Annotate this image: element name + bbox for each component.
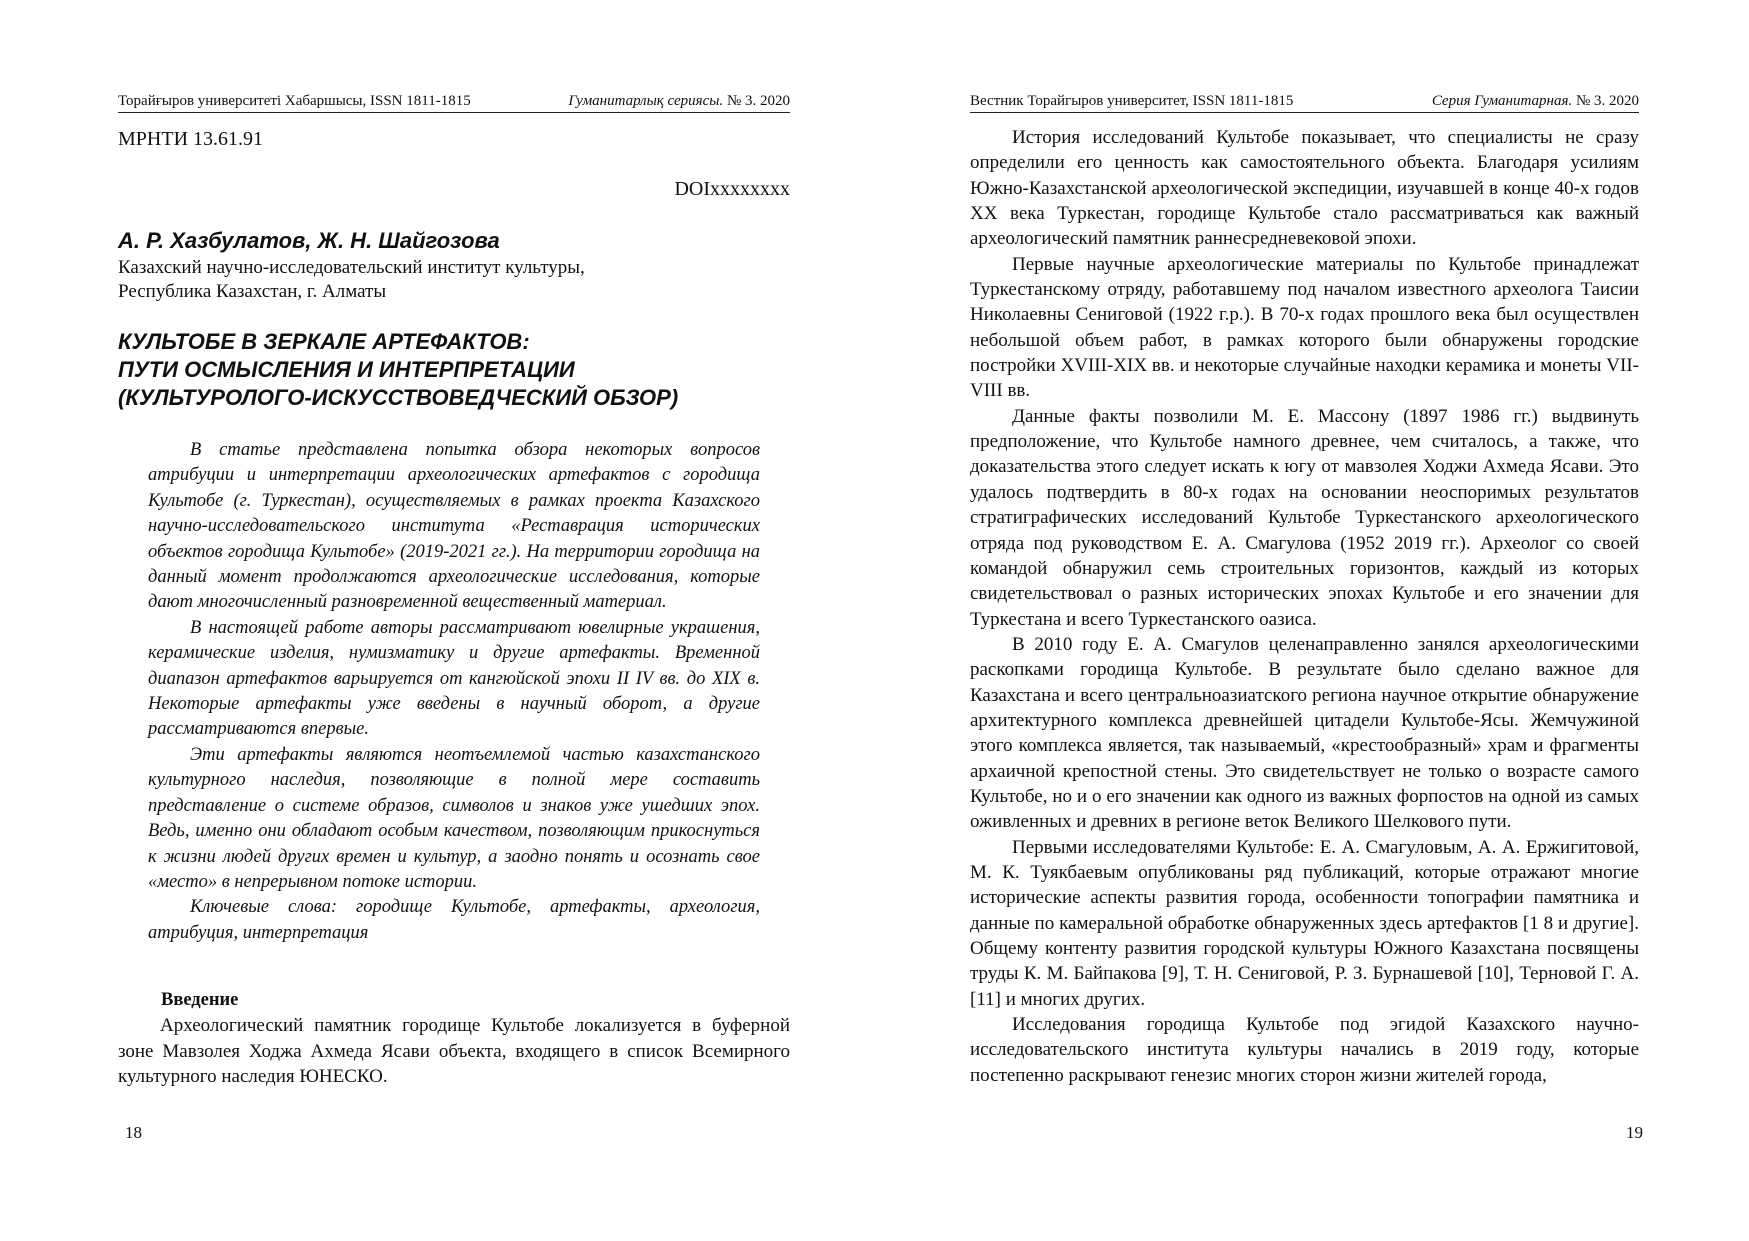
abstract	[148, 438, 760, 946]
right-page	[874, 0, 1749, 1241]
affiliation	[118, 256, 758, 304]
article-title	[118, 328, 790, 412]
body-paragraph: Данные факты позволили М. Е. Массону (1897 1986 гг.) выдвинуть предположение, что Культобе намного древнее, чем считалось, а также, что доказательства этого следует искать к югу от мавзолея Ходжи Ахмеда Ясави. Это удалось подтвердить в 80-х годах на основании неоспоримых результатов стратиграфических исследований Культобе Туркестанского археологического отряда под руководством Е. А. Смагулова (1952 2019 гг.). Археолог со своей командой обнаружил семь строительных горизонтов, каждый из которых свидетельствовал о разных исторических эпохах Культобе и его значении для Туркестана и всего Туркестанского оазиса.	[970, 405, 1639, 630]
title-line: ПУТИ ОСМЫСЛЕНИЯ И ИНТЕРПРЕТАЦИИ	[118, 357, 575, 382]
title-line: КУЛЬТОБЕ В ЗЕРКАЛЕ АРТЕФАКТОВ:	[118, 329, 530, 354]
abstract-paragraph: В статье представлена попытка обзора некоторых вопросов атрибуции и интерпретации археологических артефактов с городища Культобе (г. Туркестан), осуществляемых в рамках проекта Казахского научно-исследовательского института «Реставрация исторических объектов городища Культобе» (2019-2021 гг.). На территории городища на данный момент продолжаются археологические исследования, которые дают многочисленный разновременной вещественный материал.	[148, 440, 760, 613]
body-paragraph: История исследований Культобе показывает, что специалисты не сразу определили его ценность как самостоятельного объекта. Благодаря усилиям Южно-Казахстанской археологической экспедиции, изучавшей в конце 40-х годов XX века Туркестан, городище Культобе стало рассматриваться как важный археологический памятник раннесредневековой эпохи.	[970, 127, 1639, 250]
body-paragraph: Первые научные археологические материалы по Культобе принадлежат Туркестанскому отряду, работавшему под началом известного археолога Таисии Николаевны Сениговой (1922 г.р.). В 70-х годах прошлого века был осуществлен небольшой объем работ, в рамках которого были обнаружены городские постройки XVIII-XIX вв. и некоторые случайные находки керамика и монеты VII-VIII вв.	[970, 253, 1639, 402]
body-paragraph: В 2010 году Е. А. Смагулов целенаправленно занялся археологическими раскопками городища Культобе. В результате было сделано важное для Казахстана и всего центральноазиатского региона научное открытие обнаружение архитектурного комплекса древнейшей цитадели Культобе-Ясы. Жемчужиной этого комплекса является, так называемый, «крестообразный» храм и фрагменты архаичной крепостной стены. Это свидетельствует не только о возрасте самого Культобе, но и о его значении как одного из важных форпостов на одной из самых оживленных и древних в регионе веток Великого Шелкового пути.	[970, 633, 1639, 833]
running-head	[118, 92, 790, 113]
keywords: Ключевые слова: городище Культобе, артефакты, археология, атрибуция, интерпретация	[148, 897, 760, 943]
series-name: Серия Гуманитарная.	[1431, 93, 1573, 109]
page-number: 18	[125, 1123, 142, 1142]
abstract-paragraph: В настоящей работе авторы рассматривают ювелирные украшения, керамические изделия, нумизматику и другие артефакты. Временной диапазон артефактов варьируется от кангюйской эпохи II IV вв. до XIX в. Некоторые артефакты уже введены в научный оборот, а другие рассматриваются впервые.	[148, 617, 760, 740]
body-paragraph: Исследования городища Культобе под эгидой Казахского научно-исследовательского института культуры начались в 2019 году, которые постепенно раскрывают генезис многих сторон жизни жителей города,	[970, 1014, 1639, 1086]
issue-number: № 3. 2020	[1575, 93, 1639, 109]
series-name: Гуманитарлық сериясы.	[568, 93, 724, 109]
issue-number: № 3. 2020	[726, 93, 790, 109]
affiliation-line: Республика Казахстан, г. Алматы	[118, 281, 387, 302]
title-line: (КУЛЬТУРОЛОГО-ИСКУССТВОВЕДЧЕСКИЙ ОБЗОР)	[118, 385, 679, 410]
body-paragraph: Первыми исследователями Культобе: Е. А. Смагуловым, А. А. Ержигитовой, М. К. Туякбаевым опубликованы ряд публикаций, которые отражают многие исторические аспекты развития города, особенности топографии памятника и данные по камеральной обработке обнаруженных здесь артефактов [1 8 и другие]. Общему контенту развития городской культуры Южного Казахстана посвящены труды К. М. Байпакова [9], Т. Н. Сениговой, Р. З. Бурнашевой [10], Терновой Г. А. [11] и многих других.	[970, 836, 1639, 1010]
intro-paragraph: Археологический памятник городище Культобе локализуется в буферной зоне Мавзолея Ходжа Ахмеда Ясави объекта, входящего в список Всемирного культурного наследия ЮНЕСКО.	[118, 1015, 790, 1087]
running-head	[970, 92, 1639, 113]
authors: А. Р. Хазбулатов, Ж. Н. Шайгозова	[118, 228, 500, 253]
page-number: 19	[1626, 1123, 1643, 1142]
series-issue	[1432, 92, 1639, 110]
body-text	[970, 125, 1639, 1088]
doi: DOIxxxxxxxx	[674, 178, 790, 200]
series-issue	[568, 92, 790, 110]
section-heading: Введение	[161, 990, 239, 1010]
journal-name: Вестник Торайгыров университет, ISSN 1811-1815	[970, 93, 1294, 109]
left-page	[0, 0, 874, 1241]
intro-body	[118, 1013, 790, 1090]
journal-name: Торайғыров университеті Хабаршысы, ISSN 1811-1815	[118, 93, 471, 109]
mrnti-code: МРНТИ 13.61.91	[118, 128, 264, 150]
affiliation-line: Казахский научно-исследовательский институт культуры,	[118, 257, 585, 278]
abstract-paragraph: Эти артефакты являются неотъемлемой частью казахстанского культурного наследия, позволяющие в полной мере составить представление о системе образов, символов и знаков уже ушедших эпох. Ведь, именно они обладают особым качеством, позволяющим прикоснуться к жизни людей других времен и культур, а заодно понять и осознать свое «место» в непрерывном потоке истории.	[148, 744, 760, 892]
